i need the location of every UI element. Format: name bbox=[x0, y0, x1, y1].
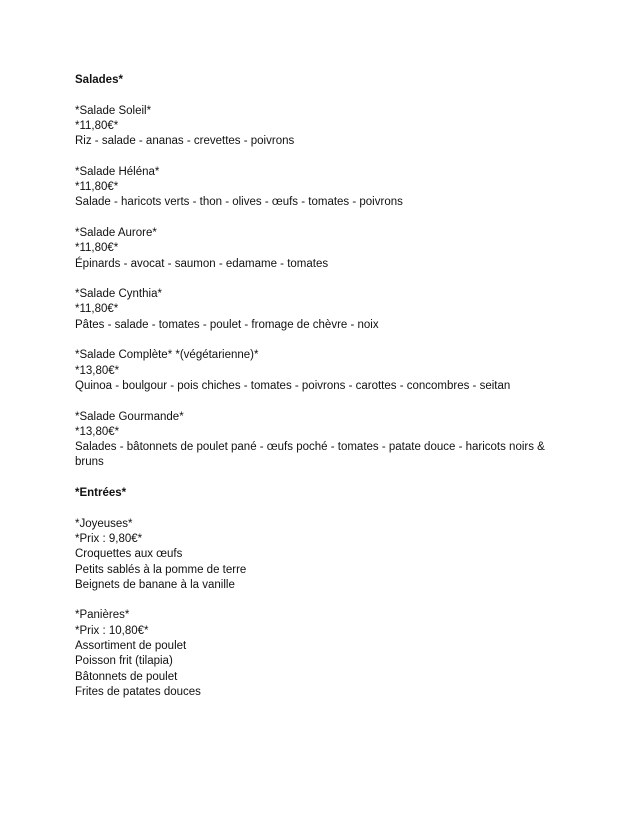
salad-name: *Salade Cynthia* bbox=[75, 288, 162, 301]
spacer bbox=[75, 593, 570, 608]
starter-item: Petits sablés à la pomme de terre bbox=[75, 563, 247, 576]
spacer bbox=[75, 88, 570, 103]
salads-heading: Salades* bbox=[75, 74, 123, 86]
salad-cynthia bbox=[75, 287, 570, 333]
salad-price: *13,80€* bbox=[75, 425, 120, 438]
starter-group-joyeuses bbox=[75, 517, 570, 593]
salad-ingredients: Pâtes - salade - tomates - poulet - fromage de chèvre - noix bbox=[75, 318, 379, 331]
salad-name: *Salade Soleil* bbox=[75, 104, 152, 117]
spacer bbox=[75, 501, 570, 516]
salad-ingredients: Quinoa - boulgour - pois chiches - tomates - poivrons - carottes - concombres - seitan bbox=[75, 379, 511, 392]
salad-price: *11,80€* bbox=[75, 119, 119, 132]
salad-price: *11,80€* bbox=[75, 181, 119, 194]
starter-item: Frites de patates douces bbox=[75, 685, 201, 698]
spacer bbox=[75, 333, 570, 348]
salad-gourmande bbox=[75, 410, 570, 471]
starter-item: Assortiment de poulet bbox=[75, 639, 187, 652]
salad-complete bbox=[75, 348, 570, 394]
spacer bbox=[75, 272, 570, 287]
starter-group-name: *Joyeuses* bbox=[75, 517, 133, 530]
starter-group-price: *Prix : 9,80€* bbox=[75, 532, 143, 545]
salad-soleil bbox=[75, 104, 570, 150]
spacer bbox=[75, 471, 570, 486]
starter-item: Poisson frit (tilapia) bbox=[75, 655, 173, 668]
salad-name: *Salade Gourmande* bbox=[75, 410, 184, 423]
salad-name: *Salade Complète* *(végétarienne)* bbox=[75, 349, 259, 362]
spacer bbox=[75, 149, 570, 164]
salad-price: *11,80€* bbox=[75, 242, 119, 255]
salad-ingredients: Salade - haricots verts - thon - olives - œufs - tomates - poivrons bbox=[75, 196, 403, 209]
salad-name: *Salade Aurore* bbox=[75, 226, 157, 239]
salad-price: *13,80€* bbox=[75, 364, 120, 377]
spacer bbox=[75, 211, 570, 226]
salad-ingredients: Salades - bâtonnets de poulet pané - œufs poché - tomates - patate douce - haricots noirs & bruns bbox=[75, 441, 545, 469]
salad-ingredients: Riz - salade - ananas - crevettes - poivrons bbox=[75, 135, 295, 148]
starter-group-name: *Panières* bbox=[75, 609, 130, 622]
salad-aurore bbox=[75, 226, 570, 272]
starter-item: Croquettes aux œufs bbox=[75, 548, 183, 561]
spacer bbox=[75, 394, 570, 409]
starters-heading: *Entrées* bbox=[75, 487, 127, 500]
salad-ingredients: Épinards - avocat - saumon - edamame - tomates bbox=[75, 257, 329, 270]
salad-helena bbox=[75, 165, 570, 211]
starter-item: Bâtonnets de poulet bbox=[75, 670, 178, 683]
starter-group-price: *Prix : 10,80€* bbox=[75, 624, 149, 637]
salad-price: *11,80€* bbox=[75, 303, 119, 316]
starter-item: Beignets de banane à la vanille bbox=[75, 578, 235, 591]
salad-name: *Salade Héléna* bbox=[75, 165, 160, 178]
starter-group-panieres bbox=[75, 608, 570, 700]
